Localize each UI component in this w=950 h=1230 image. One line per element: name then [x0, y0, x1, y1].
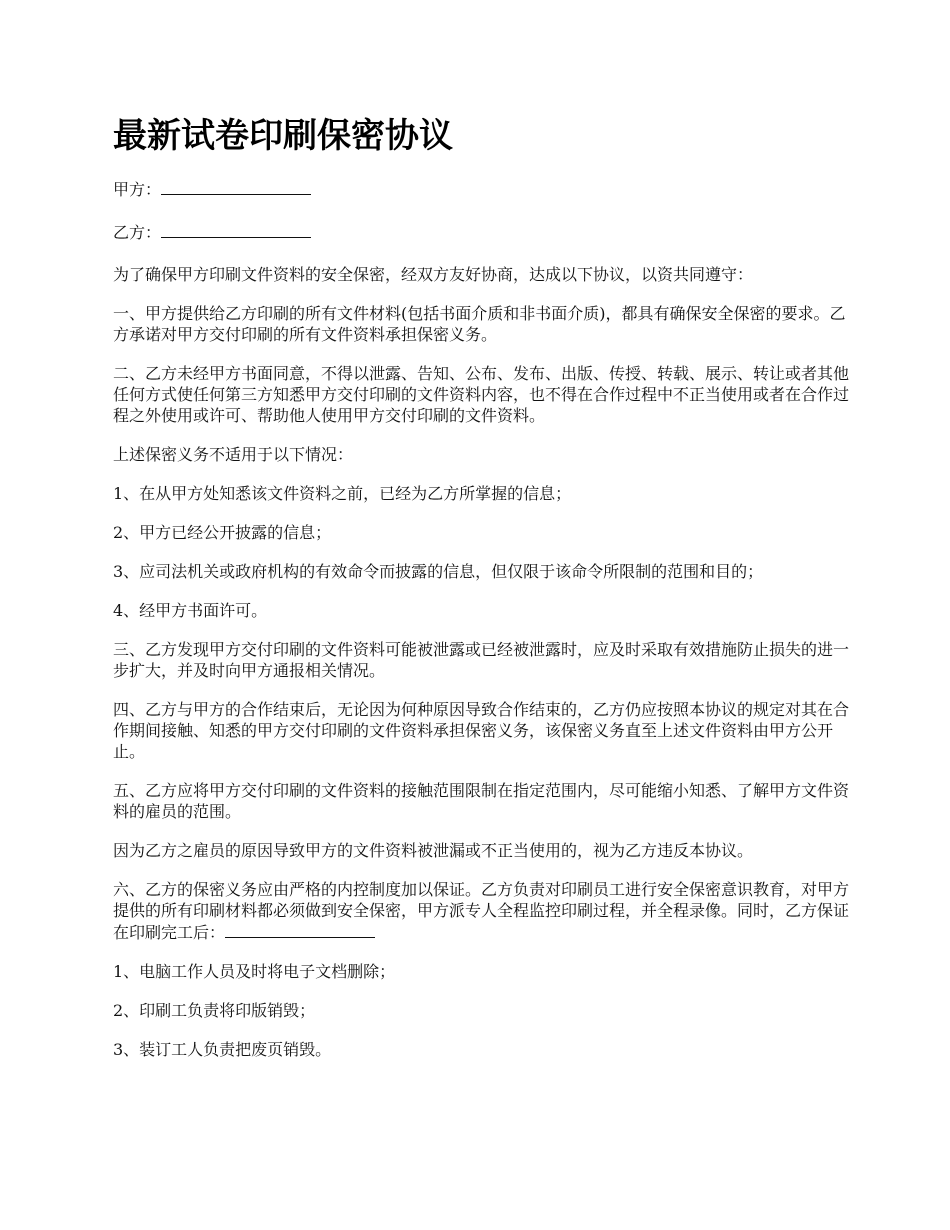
party-a-label: 甲方：	[113, 180, 162, 199]
party-b-row	[113, 221, 853, 243]
paragraph-clause-5: 五、乙方应将甲方交付印刷的文件资料的接触范围限制在指定范围内，尽可能缩小知悉、了解甲方文件资料的雇员的范围。	[113, 781, 850, 821]
paragraph-employee-liability: 因为乙方之雇员的原因导致甲方的文件资料被泄漏或不正当使用的，视为乙方违反本协议。	[113, 841, 754, 860]
post-print-item-3: 3、装订工人负责把废页销毁。	[113, 1040, 332, 1059]
exception-item-4: 4、经甲方书面许可。	[113, 601, 268, 620]
party-b-label: 乙方：	[113, 223, 162, 242]
paragraph-intro: 为了确保甲方印刷文件资料的安全保密，经双方友好协商，达成以下协议，以资共同遵守：	[113, 265, 754, 284]
document-page	[113, 112, 853, 1078]
clause-6-text: 六、乙方的保密义务应由严格的内控制度加以保证。乙方负责对印刷员工进行安全保密意识教育，对甲方提供的所有印刷材料都必须做到安全保密，甲方派专人全程监控印刷过程，并全程录像。同时，乙方保证在印刷完工后：	[113, 880, 850, 942]
paragraph-clause-4: 四、乙方与甲方的合作结束后，无论因为何种原因导致合作结束的，乙方仍应按照本协议的规定对其在合作期间接触、知悉的甲方交付印刷的文件资料承担保密义务，该保密义务直至上述文件资料由甲方公开止。	[113, 700, 850, 761]
exception-item-3: 3、应司法机关或政府机构的有效命令而披露的信息，但仅限于该命令所限制的范围和目的；	[113, 562, 764, 581]
exception-item-1: 1、在从甲方处知悉该文件资料之前，已经为乙方所掌握的信息；	[113, 484, 572, 503]
document-title: 最新试卷印刷保密协议	[113, 116, 453, 156]
post-print-item-1: 1、电脑工作人员及时将电子文档删除；	[113, 962, 396, 981]
paragraph-exceptions-heading: 上述保密义务不适用于以下情况：	[113, 445, 354, 464]
exception-item-2: 2、甲方已经公开披露的信息；	[113, 523, 332, 542]
party-a-row	[113, 178, 853, 200]
paragraph-clause-2: 二、乙方未经甲方书面同意，不得以泄露、告知、公布、发布、出版、传授、转载、展示、转让或者其他任何方式使任何第三方知悉甲方交付印刷的文件资料内容，也不得在合作过程中不正当使用或者在合作过程之外使用或许可、帮助他人使用甲方交付印刷的文件资料。	[113, 364, 850, 425]
post-print-item-2: 2、印刷工负责将印版销毁；	[113, 1001, 316, 1020]
paragraph-clause-1: 一、甲方提供给乙方印刷的所有文件材料(包括书面介质和非书面介质)，都具有确保安全保密的要求。乙方承诺对甲方交付印刷的所有文件资料承担保密义务。	[113, 304, 846, 344]
party-b-blank-line	[161, 221, 311, 238]
paragraph-clause-6	[113, 879, 853, 943]
paragraph-clause-3: 三、乙方发现甲方交付印刷的文件资料可能被泄露或已经被泄露时，应及时采取有效措施防止损失的进一步扩大，并及时向甲方通报相关情况。	[113, 640, 850, 680]
clause-6-blank-line	[225, 921, 375, 938]
party-a-blank-line	[161, 178, 311, 195]
